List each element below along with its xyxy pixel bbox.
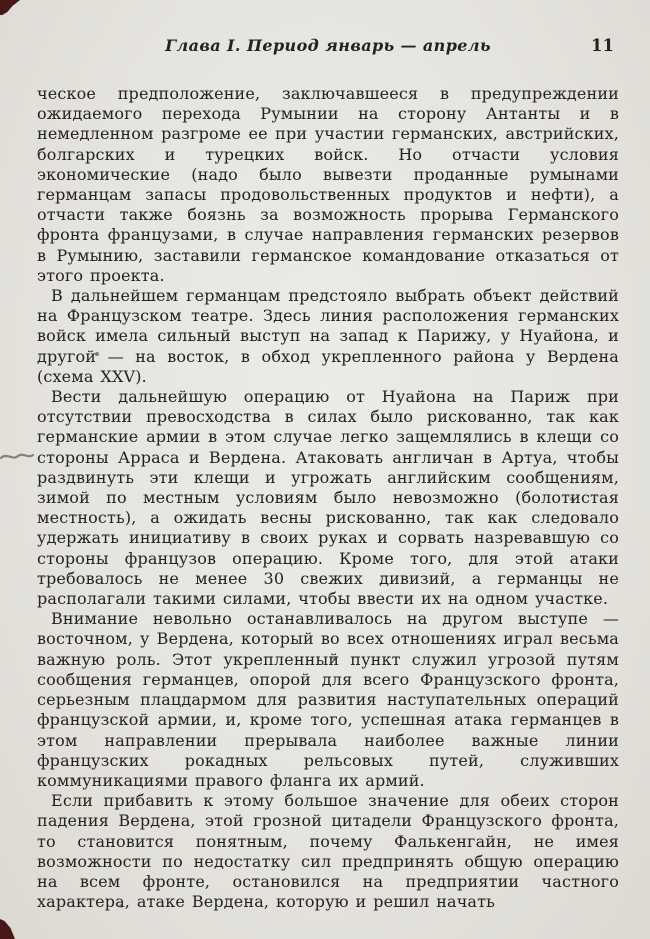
running-title: Глава I. Период январь — апрель (165, 36, 491, 55)
scan-artifact-bottom-left (0, 919, 15, 939)
page-text (37, 84, 619, 931)
paragraph: Внимание невольно останавливалось на другом выступе — восточном, у Вердена, который во всех отношениях играл весьма важную роль. Этот укрепленный пункт служил угрозой путям сообщения германцев, опорой для всего Французского фронта, серьезным плацдармом для развития наступательных операций французской армии, и, кроме того, успешная атака германцев в этом направлении прерывала наиболее важные линии французских рокадных рельсовых путей, служивших коммуникациями правого фланга их армий. (37, 609, 619, 790)
margin-pencil-mark (0, 447, 34, 467)
scan-artifact-top-left (0, 0, 20, 15)
paragraph: Вести дальнейшую операцию от Нуайона на Париж при отсутствии превосходства в силах было рискованно, так как германские армии в этом случае легко защемлялись в клещи со стороны Арраса и Вердена. Атаковать англичан в Артуа, чтобы раздвинуть эти клещи и угрожать английским сообщениям, зимой по местным условиям было невозможно (болотистая местность), а ожидать весны рискованно, так как следовало удержать инициативу в своих руках и сорвать назревавшую со стороны французов операцию. Кроме того, для этой атаки требовалось не менее 30 свежих дивизий, а германцы не располагали такими силами, чтобы ввести их на одном участке. (37, 387, 619, 609)
running-header (36, 36, 620, 58)
paragraph: В дальнейшем германцам предстояло выбрать объект действий на Французском театре. Здесь линия расположения германских войск имела сильный выступ на запад к Парижу, у Нуайона, и другой — на восток, в обход укрепленного района у Вердена (схема XXV). (37, 286, 619, 386)
paragraph: ческое предположение, заключавшееся в предупреждении ожидаемого перехода Румынии на сторону Антанты и в немедленном разгроме ее при участии германских, австрийских, болгарских и турецких войск. Но отчасти условия экономические (надо было вывезти проданные румынами германцам запасы продовольственных продуктов и нефти), а отчасти также боязнь за возможность прорыва Германского фронта французами, в случае направления германских резервов в Румынию, заставили германское командование отказаться от этого проекта. (37, 84, 619, 285)
paragraph: Если прибавить к этому большое значение для обеих сторон падения Вердена, этой грозной цитадели Французского фронта, то становится понятным, почему Фалькенгайн, не имея возможности по недостатку сил предпринять общую операцию на всем фронте, остановился на предприятии частного характера, атаке Вердена, которую и решил начать (37, 791, 619, 912)
ink-specks (0, 0, 2, 2)
page-number: 11 (591, 36, 614, 55)
